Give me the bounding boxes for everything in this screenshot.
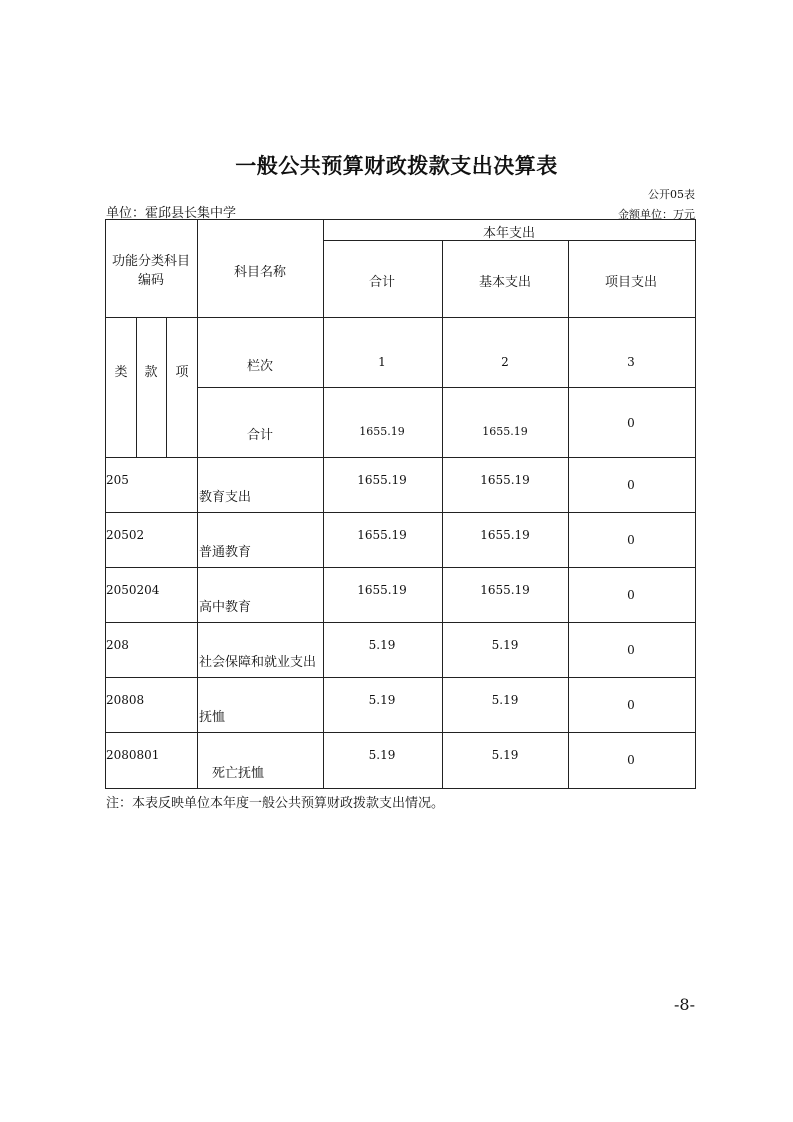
row-code: 20502 bbox=[106, 528, 145, 542]
row-total: 5.19 bbox=[368, 638, 396, 652]
header-lei: 类 bbox=[114, 365, 128, 380]
row-project: 0 bbox=[627, 698, 635, 712]
row-name: 普通教育 bbox=[199, 545, 252, 560]
row-project: 0 bbox=[627, 588, 635, 602]
row-name: 死亡抚恤 bbox=[212, 766, 265, 781]
header-lanci: 栏次 bbox=[246, 359, 274, 374]
row-basic: 5.19 bbox=[491, 693, 519, 707]
table-border bbox=[106, 220, 696, 789]
row-project: 0 bbox=[627, 753, 635, 767]
col-index-3: 3 bbox=[627, 355, 635, 369]
row-basic: 1655.19 bbox=[480, 528, 530, 542]
header-xiang: 项 bbox=[175, 365, 189, 380]
row-code: 208 bbox=[106, 638, 129, 652]
row-code: 20808 bbox=[106, 693, 145, 707]
row-code: 2080801 bbox=[106, 748, 160, 762]
row-basic: 1655.19 bbox=[480, 583, 530, 597]
row-total: 1655.19 bbox=[357, 528, 407, 542]
row-basic: 5.19 bbox=[491, 748, 519, 762]
total-row-project: 0 bbox=[627, 416, 635, 430]
col-index-2: 2 bbox=[501, 355, 509, 369]
row-code: 205 bbox=[106, 473, 129, 487]
header-current-year: 本年支出 bbox=[482, 226, 536, 241]
row-basic: 5.19 bbox=[491, 638, 519, 652]
total-row-basic: 1655.19 bbox=[482, 425, 528, 438]
row-project: 0 bbox=[627, 643, 635, 657]
header-project: 项目支出 bbox=[604, 275, 658, 290]
row-project: 0 bbox=[627, 478, 635, 492]
header-func-code: 功能分类科目编码 bbox=[111, 254, 190, 288]
unit-label: 单位：霍邱县长集中学 bbox=[106, 206, 237, 221]
row-name: 社会保障和就业支出 bbox=[199, 655, 317, 670]
row-total: 5.19 bbox=[368, 693, 396, 707]
total-row-total: 1655.19 bbox=[359, 425, 405, 438]
page-number: -8- bbox=[674, 995, 695, 1014]
form-number: 公开05表 bbox=[648, 188, 695, 201]
header-kuan: 款 bbox=[144, 365, 158, 380]
header-total: 合计 bbox=[368, 275, 396, 290]
row-project: 0 bbox=[627, 533, 635, 547]
table-note: 注：本表反映单位本年度一般公共预算财政拨款支出情况。 bbox=[106, 796, 445, 811]
header-subject-name: 科目名称 bbox=[233, 265, 287, 280]
col-index-1: 1 bbox=[378, 355, 386, 369]
row-name: 教育支出 bbox=[199, 490, 252, 505]
row-name: 抚恤 bbox=[199, 710, 226, 725]
row-total: 5.19 bbox=[368, 748, 396, 762]
row-basic: 1655.19 bbox=[480, 473, 530, 487]
header-basic: 基本支出 bbox=[478, 275, 532, 290]
page-title: 一般公共预算财政拨款支出决算表 bbox=[235, 154, 558, 178]
money-unit-label: 金额单位：万元 bbox=[618, 208, 695, 221]
row-total: 1655.19 bbox=[357, 583, 407, 597]
row-code: 2050204 bbox=[106, 583, 160, 597]
total-row-label: 合计 bbox=[246, 428, 274, 443]
row-total: 1655.19 bbox=[357, 473, 407, 487]
row-name: 高中教育 bbox=[199, 600, 252, 615]
